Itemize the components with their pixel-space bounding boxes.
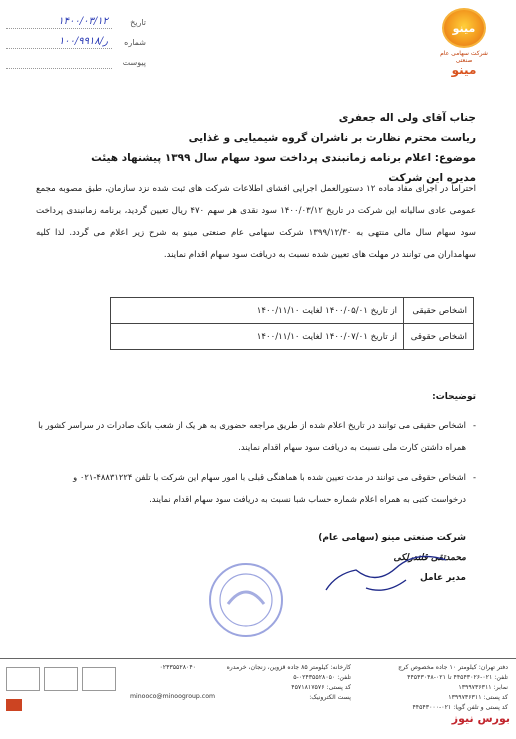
- table-cell-period: از تاریخ ۱۴۰۰/۰۷/۰۱ لغایت ۱۴۰۰/۱۱/۱۰: [111, 324, 404, 350]
- bourse-news-watermark: بورس نیوز: [451, 712, 510, 725]
- addressee-title: ریاست محترم نظارت بر ناشران گروه شیمیایی و غذایی: [188, 132, 476, 144]
- logo-company-line: شرکت سهامی عام صنعتی: [440, 50, 488, 64]
- date-row: [6, 12, 146, 32]
- signature-name: محمدتقی قلندرلکی: [393, 553, 466, 563]
- number-value: ۱۰۰/۹۹۱۸/ر: [6, 35, 112, 49]
- signature-company: شرکت صنعتی مینو (سهامی عام): [318, 533, 466, 543]
- addressee-block: [76, 108, 476, 188]
- note-legal-persons: - اشخاص حقوقی می توانند در مدت تعیین شده با هماهنگی قبلی با امور سهام این شرکت با تلفن ۴۸۸۳۱۲۲۴-۰۲۱ و درخواست کتبی به همراه اعلام شماره حساب شبا نسبت به دریافت سود سهام اقدام نمایند.: [36, 466, 476, 510]
- attachment-value: [6, 55, 112, 69]
- table-row: [111, 324, 474, 350]
- footer-email: minooco@minoogroup.com: [130, 693, 216, 700]
- red-mark-icon: [6, 699, 22, 711]
- table-cell-type: اشخاص حقیقی: [404, 298, 474, 324]
- footer-line: ۰۲۴۳۵۵۲۸۰۴۰: [159, 664, 196, 671]
- footer-line: نمابر: ۱۳۹۹۷۳۶۳۱۱: [458, 684, 508, 691]
- table-cell-type: اشخاص حقوقی: [404, 324, 474, 350]
- footer-line: تلفن: ۰۲۴۳۵۵۲۸۰۵۰-۵: [293, 674, 351, 681]
- number-label: شماره: [124, 37, 146, 47]
- letter-subject: موضوع: اعلام برنامه زمانبندی پرداخت سود سهام سال ۱۳۹۹ پیشنهاد هیئت مدیره این شرکت: [91, 152, 476, 184]
- addressee-name: جناب آقای ولی اله جعفری: [338, 112, 476, 124]
- payment-schedule-table: [110, 297, 474, 350]
- notes-title: توضیحات:: [432, 392, 476, 402]
- footer-tehran-office: [358, 663, 508, 713]
- number-row: [6, 32, 146, 52]
- footer-line: کد پستی: ۱۳۹۹۷۳۶۳۱۱: [448, 694, 508, 701]
- date-value: ۱۴۰۰/۰۳/۱۲: [6, 15, 112, 29]
- letter-footer: [0, 658, 516, 718]
- table-cell-period: از تاریخ ۱۴۰۰/۰۵/۰۱ لغایت ۱۴۰۰/۱۱/۱۰: [111, 298, 404, 324]
- footer-factory: [201, 663, 351, 703]
- attachment-row: [6, 52, 146, 72]
- footer-line: کد پستی: ۴۵۷۱۸۱۷۵۷۶: [291, 684, 351, 691]
- company-logo: [436, 8, 492, 77]
- footer-line: تلفن: ۰۲۱-۴۴۵۴۳۰۲۶ تا ۰۲۱-۴۴۵۴۳۰۴۸: [407, 674, 508, 681]
- certification-logos: [6, 667, 116, 693]
- signature-title: مدیر عامل: [419, 573, 466, 583]
- date-label: تاریخ: [130, 17, 146, 27]
- attachment-label: پیوست: [122, 57, 146, 67]
- logo-badge-text: مینو: [452, 21, 476, 35]
- footer-line: دفتر تهران: کیلومتر ۱۰ جاده مخصوص کرج: [398, 664, 508, 671]
- footer-line: کارخانه: کیلومتر ۸۵ جاده قزوین، زنجان، خرمدره: [226, 664, 351, 671]
- logo-badge: [442, 8, 486, 48]
- footer-line: کد پستی و تلفن گویا: ۰۲۱-۴۴۵۴۳۰۰۰: [412, 704, 508, 711]
- letter-body: احتراماً در اجرای مفاد ماده ۱۲ دستورالعمل اجرایی افشای اطلاعات شرکت های ثبت شده نزد سازمان، طبق مصوبه مجمع عمومی عادی سالیانه این شرکت در تاریخ ۱۴۰۰/۰۳/۱۲ سود نقدی هر سهم ۴۷۰ ریال تعیین گردید، برنامه زمانبندی پرداخت سود سهام سال مالی منتهی به ۱۳۹۹/۱۲/۳۰ شرکت سهامی عام صنعتی مینو به شرح زیر اعلام می گردد. لذا کلیه سهامداران می توانند در مهلت های تعیین شده نسبت به دریافت سود سهام اقدام نمایند.: [36, 184, 477, 260]
- footer-line: پست الکترونیک:: [309, 694, 351, 701]
- letter-meta: [6, 12, 146, 72]
- certification-logo-icon: [82, 667, 116, 691]
- certification-logo-icon: [6, 667, 40, 691]
- handwritten-signature: [306, 540, 456, 610]
- logo-word: مینو: [451, 63, 477, 78]
- table-row: [111, 298, 474, 324]
- footer-fax: [116, 663, 196, 673]
- certification-logo-icon: [44, 667, 78, 691]
- note-natural-persons: - اشخاص حقیقی می توانند در تاریخ اعلام شده از طریق مراجعه حضوری به هر یک از شعب بانک صادرات در سراسر کشور با همراه داشتن کارت ملی نسبت به دریافت سود سهام اقدام نمایند.: [36, 414, 476, 458]
